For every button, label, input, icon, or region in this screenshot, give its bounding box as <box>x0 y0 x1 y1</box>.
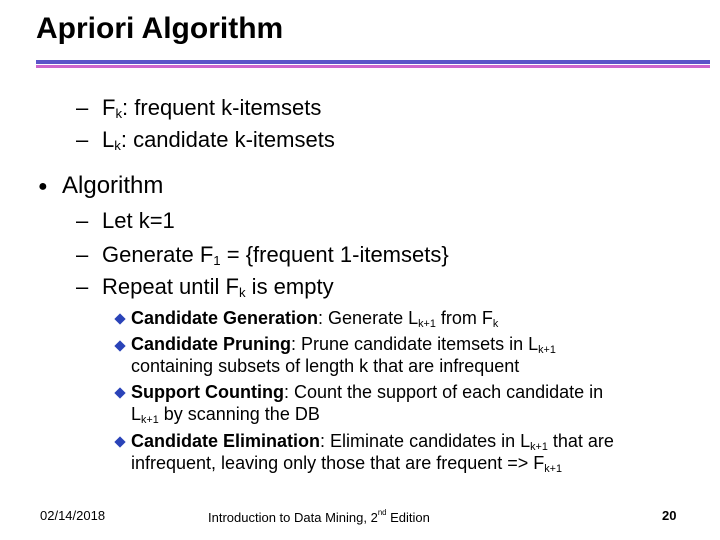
diamond-bullet-icon <box>114 313 125 324</box>
bullet-dot-icon: ● <box>38 178 48 195</box>
page-number: 20 <box>662 508 677 523</box>
diamond-bullet-icon <box>114 387 125 398</box>
sub-candidate-pruning: Candidate Pruning: Prune candidate itemsets in $L_{k+1}$ <box>131 334 556 356</box>
def-lk: – $L_k$: candidate k-itemsets <box>76 127 335 153</box>
bullet-algorithm: Algorithm <box>62 172 164 199</box>
sub-support-counting: Support Counting: Count the support of each candidate in <box>131 382 604 402</box>
step-2: – Generate $F_1$ = {frequent 1-itemsets} <box>76 242 449 268</box>
sub-candidate-elimination: Candidate Elimination: Eliminate candidates in $L_{k+1}$ that are <box>131 431 614 453</box>
diamond-bullet-icon <box>114 340 125 351</box>
footer-book-title: Introduction to Data Mining, 2nd Edition <box>208 508 430 525</box>
sub-candidate-generation: Candidate Generation: Generate $L_{k+1}$ from $F_k$ <box>131 308 499 330</box>
slide-title: Apriori Algorithm <box>36 12 284 45</box>
footer-date: 02/14/2018 <box>40 508 106 523</box>
step-3: – Repeat until $F_k$ is empty <box>76 274 334 300</box>
def-fk: – $F_k$: frequent k-itemsets <box>76 95 322 121</box>
step-1: – Let k=1 <box>76 208 175 233</box>
sub-candidate-pruning-line2: containing subsets of length k that are infrequent <box>131 356 520 376</box>
sub-candidate-elimination-line2: infrequent, leaving only those that are frequent => $F_{k+1}$ <box>131 453 562 475</box>
sub-support-counting-line2: $L_{k+1}$ by scanning the DB <box>131 404 320 426</box>
title-underline-pink <box>36 65 710 68</box>
diamond-bullet-icon <box>114 436 125 447</box>
title-underline-blue <box>36 60 710 64</box>
